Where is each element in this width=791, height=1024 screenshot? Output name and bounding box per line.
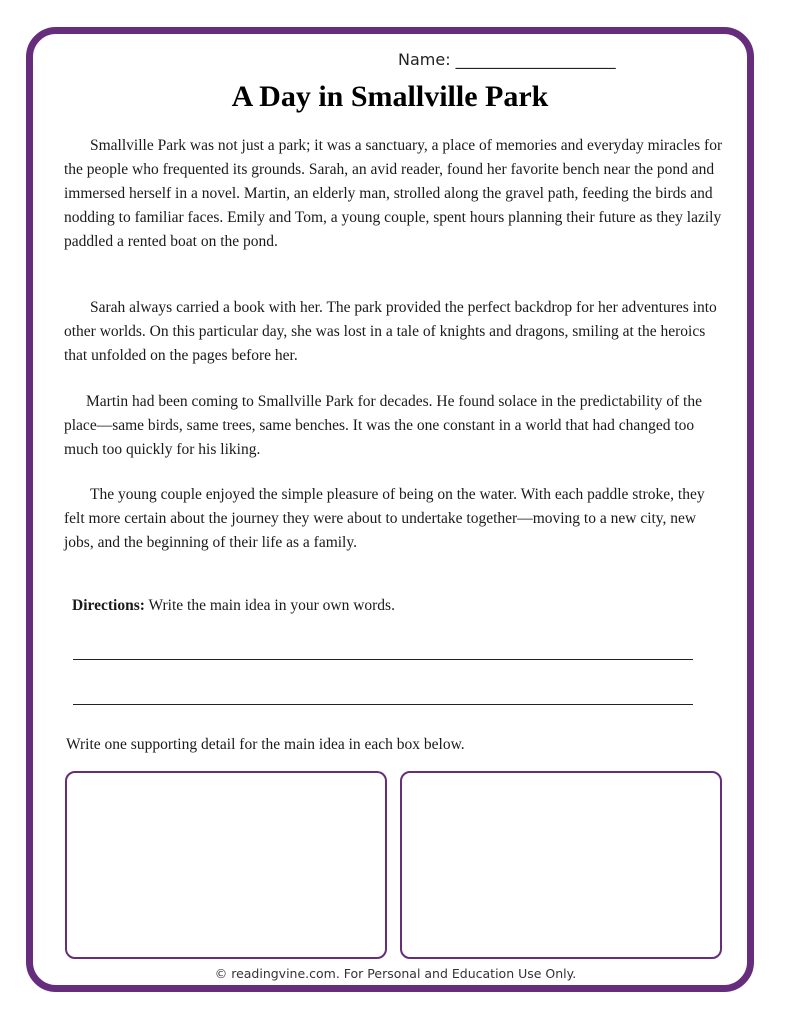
story-paragraph-2: Sarah always carried a book with her. The park provided the perfect backdrop for her adventures into other worlds. On this particular day, she was lost in a tale of knights and dragons, smiling at the heroics that unfolded on the pages before her. [64,299,717,364]
supporting-detail-prompt: Write one supporting detail for the main idea in each box below. [66,736,465,753]
page-title: A Day in Smallville Park [231,80,549,113]
story-paragraph-1: Smallville Park was not just a park; it was a sanctuary, a place of memories and everyday miracles for the people who frequented its grounds. Sarah, an avid reader, found her favorite bench near the pond and immersed herself in a novel. Martin, an elderly man, strolled along the gravel path, feeding the birds and nodding to familiar faces. Emily and Tom, a young couple, spent hours planning their future as they lazily paddled a rented boat on the pond. [64,137,723,250]
directions [72,597,395,615]
copyright-footer: © readingvine.com. For Personal and Education Use Only. [214,966,577,981]
directions-text: Write the main idea in your own words. [144,597,395,614]
directions-label: Directions: [72,597,145,614]
story-paragraph-3: Martin had been coming to Smallville Park for decades. He found solace in the predictability of the place—same birds, same trees, same benches. It was the one constant in a world that had changed too much too quickly for his liking. [64,393,702,458]
name-field-label: Name: ____________________ [398,50,616,69]
answer-line-2[interactable] [73,704,693,705]
answer-line-1[interactable] [73,659,693,660]
supporting-detail-box-1[interactable] [65,771,387,959]
supporting-detail-box-2[interactable] [400,771,722,959]
story-paragraph-4: The young couple enjoyed the simple pleasure of being on the water. With each paddle stroke, they felt more certain about the journey they were about to undertake together—moving to a new city, new jobs, and the beginning of their life as a family. [64,486,705,551]
